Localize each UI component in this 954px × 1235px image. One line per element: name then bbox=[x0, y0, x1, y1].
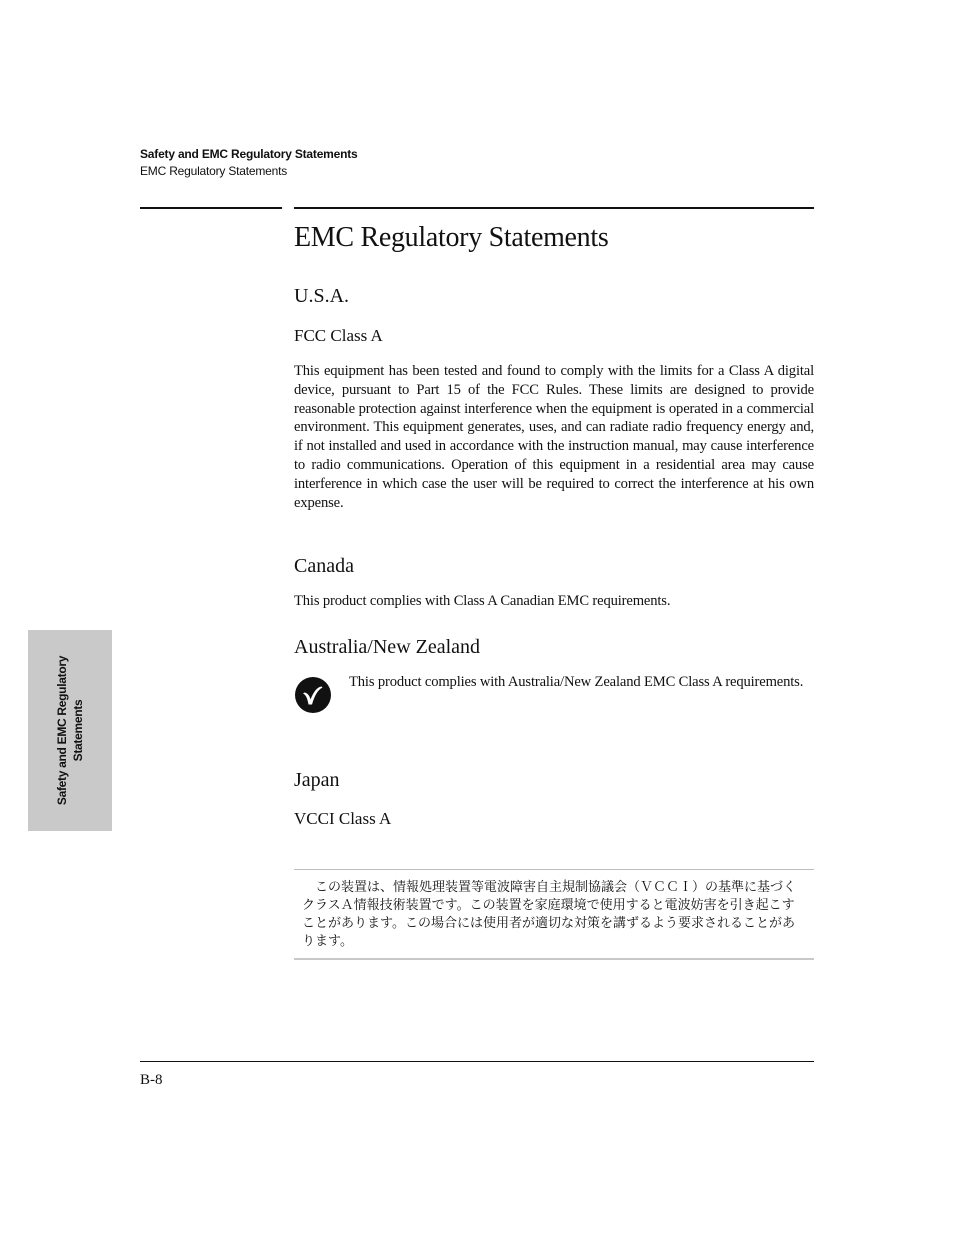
australia-heading: Australia/New Zealand bbox=[294, 636, 481, 658]
canada-heading: Canada bbox=[294, 555, 354, 577]
header-rule-long bbox=[294, 207, 814, 209]
fcc-class-a-subheading: FCC Class A bbox=[294, 326, 383, 345]
vcci-statement-japanese: この装置は、情報処理装置等電波障害自主規制協議会（ＶＣＣＩ）の基準に基づくクラスＡ情報技術装置です。この装置を家庭環境で使用すると電波妨害を引き起こすことがあります。この場合には使用者が適切な対策を講ずるよう要求されることがあります。 bbox=[302, 880, 797, 949]
canada-statement: This product complies with Class A Canadian EMC requirements. bbox=[294, 593, 671, 609]
side-tab-label-line2: Statements bbox=[71, 699, 85, 762]
section-side-tab bbox=[28, 630, 112, 831]
c-tick-compliance-icon bbox=[294, 676, 332, 714]
header-rule-short bbox=[140, 207, 282, 209]
footer-rule bbox=[140, 1061, 814, 1062]
vcci-box-rule-top bbox=[294, 869, 814, 870]
japan-heading: Japan bbox=[294, 769, 340, 791]
fcc-statement-paragraph: This equipment has been tested and found to comply with the limits for a Class A digital device, pursuant to Part 15 of the FCC Rules. These limits are designed to provide reasonable protection against interference when the equipment is operated in a commercial environment. This equipment generates, uses, and can radiate radio frequency energy and, if not installed and used in accordance with the instruction manual, may cause interference to radio communications. Operation of this equipment in a residential area may cause interference in which case the user will be required to correct the interference at his own expense. bbox=[294, 363, 814, 511]
page-title: EMC Regulatory Statements bbox=[294, 222, 609, 253]
page-number: B-8 bbox=[140, 1072, 163, 1088]
running-head-subtitle: EMC Regulatory Statements bbox=[140, 164, 288, 178]
running-head-title: Safety and EMC Regulatory Statements bbox=[140, 147, 358, 161]
side-tab-label bbox=[28, 630, 112, 831]
vcci-class-a-subheading: VCCI Class A bbox=[294, 809, 392, 828]
side-tab-label-line1: Safety and EMC Regulatory bbox=[55, 655, 69, 806]
usa-heading: U.S.A. bbox=[294, 285, 350, 307]
vcci-box-rule-bottom bbox=[294, 958, 814, 960]
australia-statement: This product complies with Australia/New Zealand EMC Class A requirements. bbox=[349, 674, 804, 690]
